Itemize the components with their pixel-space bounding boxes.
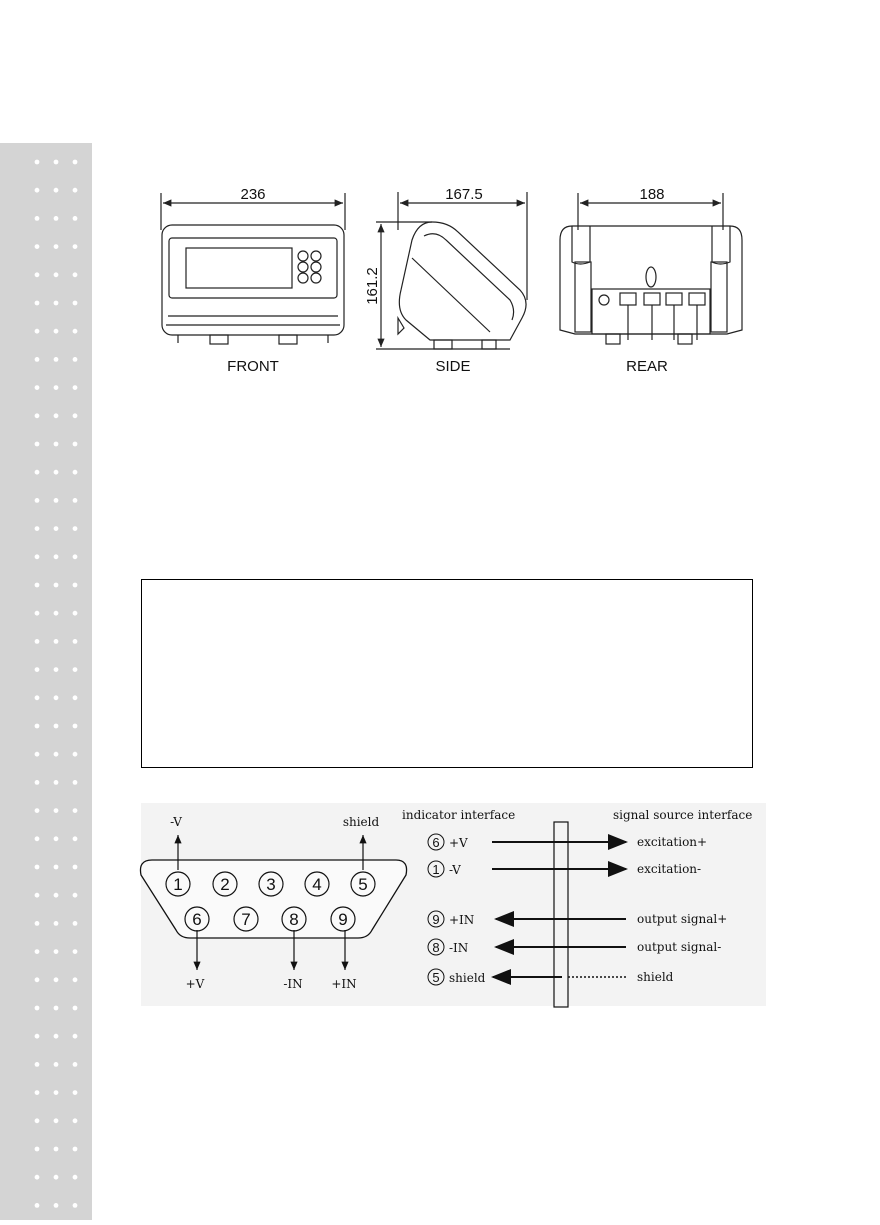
wiring-pin-number: 9: [432, 912, 440, 927]
rear-view-drawing: [560, 193, 742, 344]
connector-pin-number: 1: [173, 875, 183, 894]
side-view-drawing: [376, 192, 527, 349]
dimension-drawings: [0, 0, 880, 400]
connector-pin-4: [305, 872, 329, 896]
wiring-pin-number: 1: [432, 862, 440, 877]
front-view-label: FRONT: [227, 358, 279, 375]
wiring-pin-label: -IN: [449, 941, 469, 955]
wiring-pin-number: 6: [432, 835, 440, 850]
connector-pin-1: [166, 872, 190, 896]
connector-diagram: [0, 800, 880, 1020]
pin8-signal-label: -IN: [283, 977, 303, 991]
wiring-pin-number: 8: [432, 940, 440, 955]
wiring-pin-label: -V: [449, 863, 461, 877]
empty-frame: [141, 579, 753, 768]
side-view-label: SIDE: [435, 358, 471, 375]
connector-pin-number: 6: [192, 910, 202, 929]
wiring-pin-label: +IN: [449, 913, 475, 927]
connector-pin-number: 7: [241, 910, 251, 929]
wiring-target-label: output signal-: [637, 940, 722, 954]
connector-pin-2: [213, 872, 237, 896]
connector-pin-5: [351, 872, 375, 896]
connector-pin-number: 9: [338, 910, 348, 929]
terminal-bar: [554, 822, 568, 1007]
pin9-signal-label: +IN: [331, 977, 357, 991]
connector-pin-8: [282, 907, 306, 931]
connector-pin-number: 5: [358, 875, 368, 894]
connector-pin-number: 4: [312, 875, 322, 894]
side-depth-dimension: 167.5: [445, 186, 483, 203]
wiring-pin-number: 5: [432, 970, 440, 985]
wiring-target-label: output signal+: [637, 912, 728, 926]
pin5-signal-label: shield: [342, 815, 380, 829]
rear-width-dimension: 188: [639, 186, 665, 203]
wiring-pin-label: shield: [449, 971, 486, 985]
pin6-signal-label: +V: [185, 977, 205, 991]
wiring-target-label: excitation-: [637, 862, 702, 876]
indicator-interface-header: indicator interface: [402, 808, 516, 822]
wiring-pin-label: +V: [449, 836, 468, 850]
connector-pin-number: 8: [289, 910, 299, 929]
connector-pin-7: [234, 907, 258, 931]
front-view-drawing: [161, 193, 345, 344]
signal-source-interface-header: signal source interface: [613, 808, 753, 822]
wiring-target-label: excitation+: [637, 835, 708, 849]
pin1-signal-label: -V: [170, 815, 182, 829]
connector-pin-9: [331, 907, 355, 931]
side-height-dimension: 161.2: [364, 267, 381, 305]
connector-pin-number: 2: [220, 875, 230, 894]
connector-pin-number: 3: [266, 875, 276, 894]
wiring-target-label: shield: [637, 970, 674, 984]
connector-pin-3: [259, 872, 283, 896]
rear-view-label: REAR: [626, 358, 668, 375]
front-width-dimension: 236: [240, 186, 266, 203]
connector-pin-6: [185, 907, 209, 931]
